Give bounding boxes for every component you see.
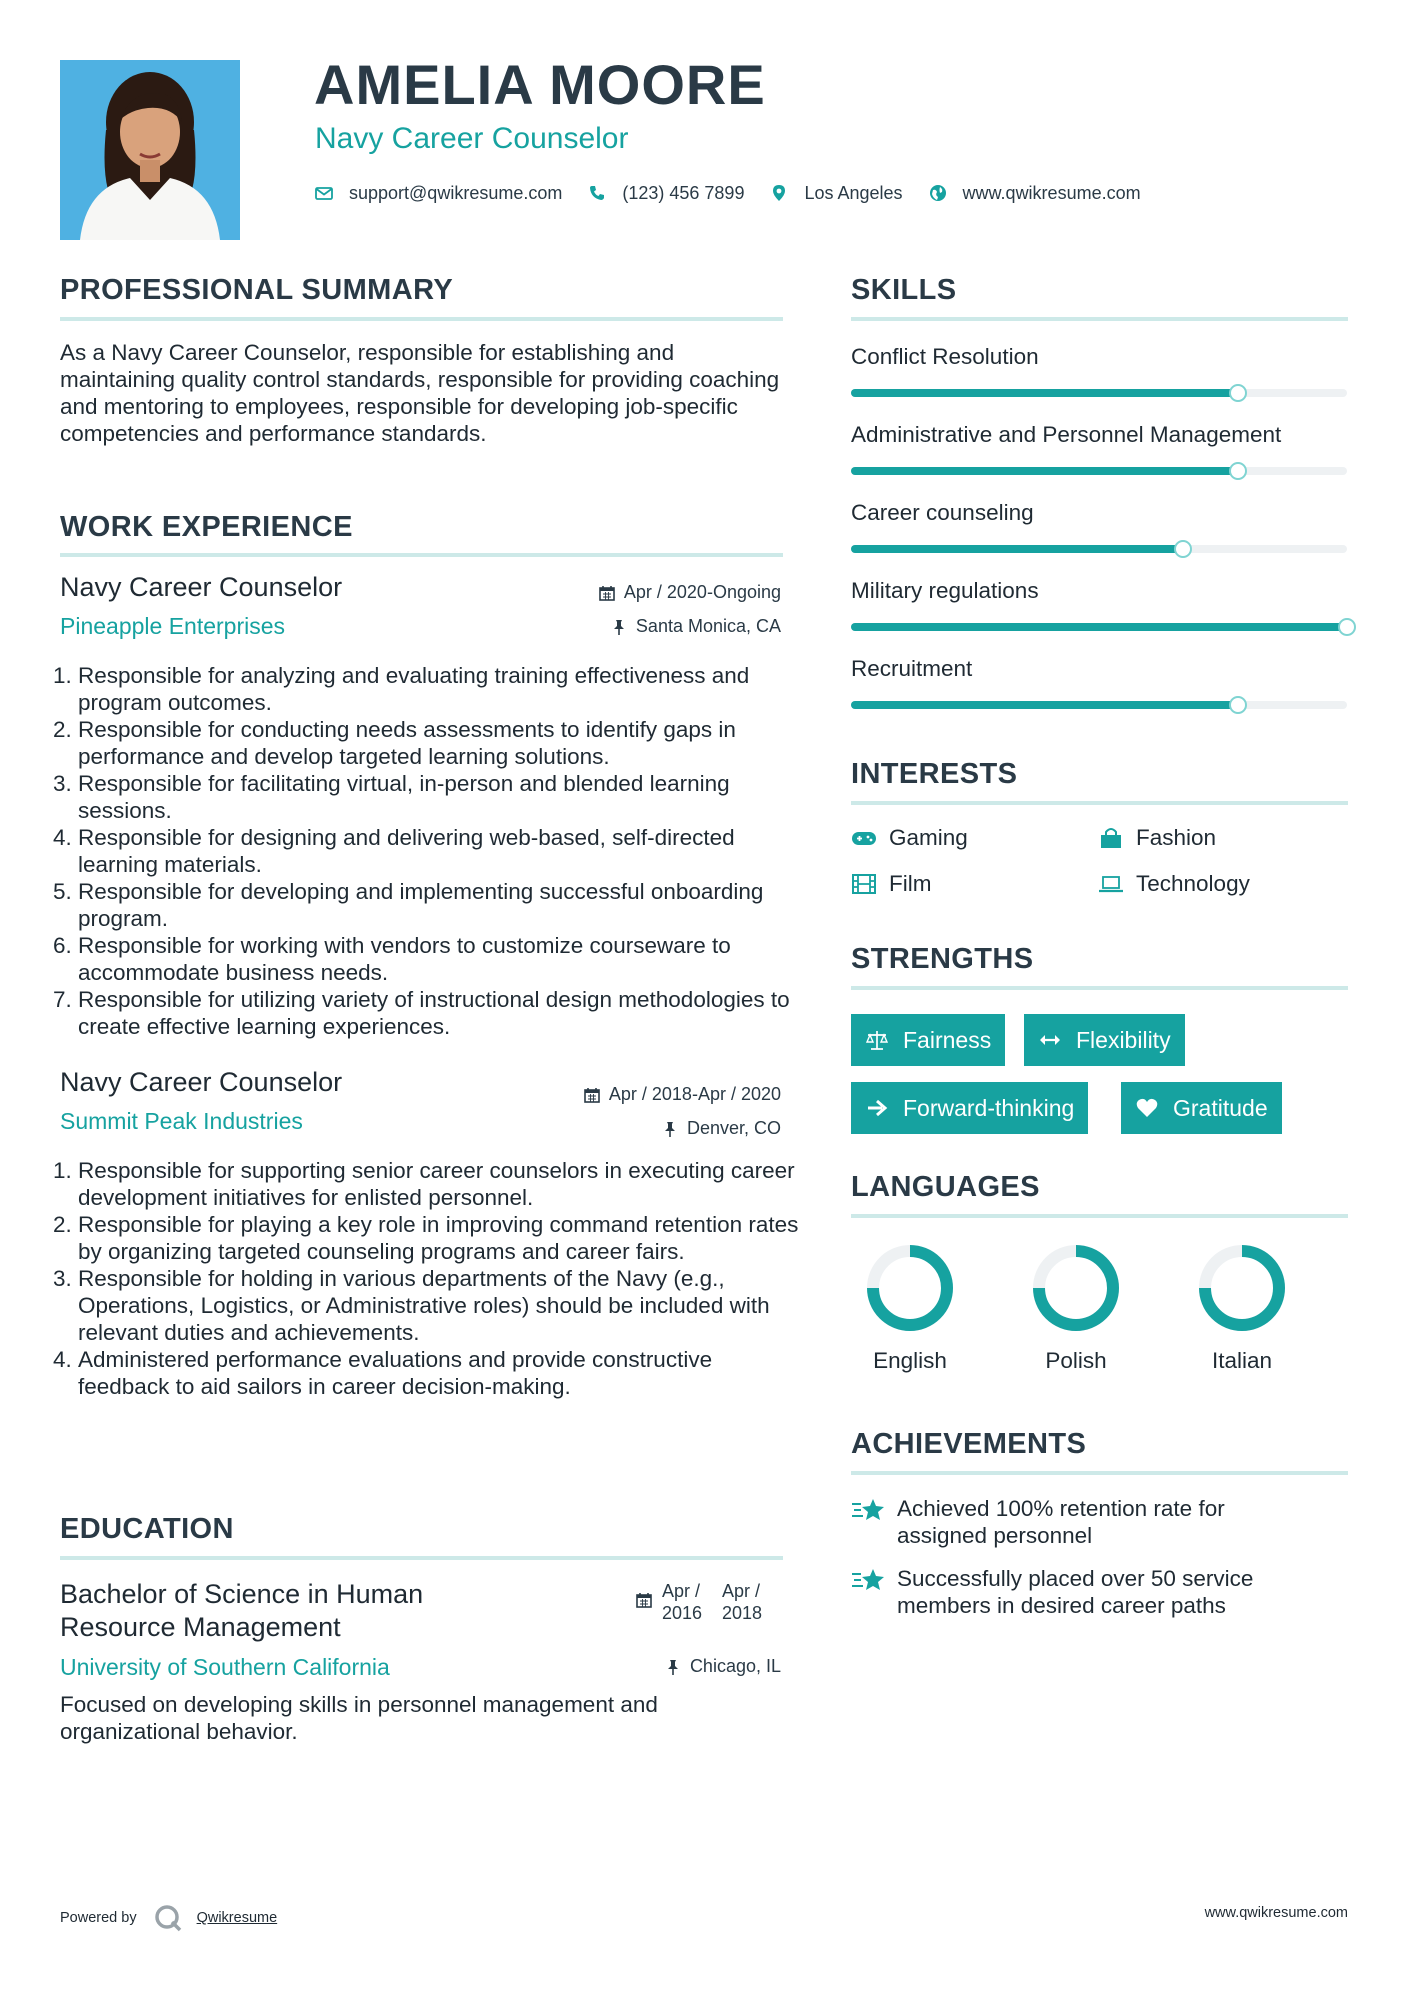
job-dates-text: Apr / 2020-Ongoing	[623, 582, 781, 602]
skill-label: Recruitment	[851, 656, 973, 681]
skills-divider	[851, 317, 1348, 321]
skill-bar-knob	[1229, 462, 1247, 480]
duty-item: 4. Responsible for designing and delivering web-based, self-directed learning materials.	[78, 824, 813, 878]
education-location	[665, 1656, 781, 1677]
language-label: Italian	[1211, 1348, 1273, 1373]
contact-website[interactable]	[929, 183, 1141, 204]
duty-item: 2. Responsible for conducting needs assessments to identify gaps in performance and develop targeted learning solutions.	[78, 716, 813, 770]
degree-line-1: Bachelor of Science in Human	[60, 1579, 424, 1609]
language-label: Polish	[1045, 1348, 1107, 1373]
strength-label: Fairness	[903, 1026, 992, 1053]
skill-bar	[851, 389, 1347, 397]
strength-badge-fairness	[851, 1014, 1005, 1066]
education-divider	[60, 1556, 783, 1560]
skill-bar-fill	[851, 545, 1183, 553]
language-item	[1021, 1242, 1131, 1374]
strength-label: Gratitude	[1173, 1094, 1268, 1121]
interests-divider	[851, 801, 1348, 805]
job-title: Navy Career Counselor	[60, 1067, 343, 1097]
map-marker-icon	[770, 184, 788, 202]
strengths-heading: STRENGTHS	[851, 943, 1034, 975]
job-location	[662, 1118, 781, 1139]
duty-item: 4. Administered performance evaluations and provide constructive feedback to aid sailors in career decision-making.	[78, 1346, 808, 1400]
strengths-divider	[851, 986, 1348, 990]
portrait-image	[60, 60, 240, 240]
school-name: University of Southern California	[60, 1654, 390, 1680]
strength-badge-gratitude	[1121, 1082, 1282, 1134]
start-year: 2016	[662, 1603, 703, 1623]
interest-item-fashion	[1098, 825, 1216, 851]
language-label: English	[873, 1348, 947, 1373]
achievement-item	[851, 1495, 1225, 1549]
education-start-date	[662, 1580, 702, 1624]
heart-icon	[1135, 1097, 1159, 1119]
skill-label: Administrative and Personnel Management	[851, 422, 1282, 447]
start-month: Apr /	[662, 1581, 701, 1601]
interest-label: Fashion	[1136, 825, 1217, 850]
interest-item-gaming	[851, 825, 968, 851]
job-location	[611, 616, 781, 637]
achievement-line: members in desired career paths	[897, 1593, 1226, 1618]
duty-item: 1. Responsible for analyzing and evaluating training effectiveness and program outcomes.	[78, 662, 813, 716]
interest-label: Technology	[1136, 871, 1250, 896]
skill-bar-fill	[851, 623, 1347, 631]
calendar-icon	[636, 1592, 652, 1608]
arrows-horizontal-icon	[1038, 1029, 1062, 1051]
shopping-bag-icon	[1098, 827, 1124, 849]
strength-label: Forward-thinking	[903, 1094, 1075, 1121]
skills-heading: SKILLS	[851, 274, 957, 306]
interests-heading: INTERESTS	[851, 758, 1018, 790]
email-text: support@qwikresume.com	[349, 182, 563, 203]
contact-location	[770, 183, 902, 204]
footer-website[interactable]: www.qwikresume.com	[1204, 1905, 1348, 1921]
calendar-icon-wrap	[636, 1592, 652, 1613]
duty-item: 3. Responsible for facilitating virtual, in-person and blended learning sessions.	[78, 770, 813, 824]
globe-icon	[929, 184, 947, 202]
contact-bar	[315, 178, 1167, 208]
job-dates	[584, 1084, 781, 1105]
job-duties-list	[60, 1157, 808, 1400]
job-dates-text: Apr / 2018-Apr / 2020	[608, 1084, 781, 1104]
achievement-line: Successfully placed over 50 service	[897, 1566, 1254, 1591]
achievement-line: Achieved 100% retention rate for	[897, 1496, 1225, 1521]
languages-divider	[851, 1214, 1348, 1218]
powered-by-text: Powered by	[60, 1910, 137, 1926]
interest-item-technology	[1098, 871, 1250, 897]
duty-item: 2. Responsible for playing a key role in improving command retention rates by organizing targeted counseling programs and career fairs.	[78, 1211, 808, 1265]
contact-phone[interactable]	[588, 183, 744, 204]
calendar-icon	[584, 1087, 600, 1103]
language-ring	[864, 1242, 956, 1334]
job-location-text: Santa Monica, CA	[635, 616, 781, 636]
experience-divider	[60, 553, 783, 557]
skill-bar-knob	[1229, 384, 1247, 402]
education-description: Focused on developing skills in personnel management and organizational behavior.	[60, 1692, 658, 1744]
pushpin-icon	[662, 1121, 678, 1137]
skill-bar	[851, 545, 1347, 553]
contact-email[interactable]	[315, 183, 562, 204]
achievements-divider	[851, 1471, 1348, 1475]
shooting-star-icon	[851, 1496, 885, 1524]
language-item	[855, 1242, 965, 1374]
language-ring	[1030, 1242, 1122, 1334]
skill-bar	[851, 701, 1347, 709]
skill-bar-knob	[1338, 618, 1356, 636]
qwikresume-logo-icon	[153, 1903, 183, 1933]
strength-label: Flexibility	[1076, 1026, 1171, 1053]
summary-divider	[60, 317, 783, 321]
job-dates	[599, 582, 781, 603]
gamepad-icon	[851, 827, 877, 849]
shooting-star-icon	[851, 1566, 885, 1594]
candidate-title: Navy Career Counselor	[315, 122, 629, 155]
envelope-icon	[315, 184, 333, 202]
skill-label: Career counseling	[851, 500, 1034, 525]
interest-label: Gaming	[889, 825, 968, 850]
phone-icon	[588, 184, 606, 202]
education-heading: EDUCATION	[60, 1513, 234, 1545]
education-location-text: Chicago, IL	[689, 1656, 781, 1676]
skill-bar	[851, 467, 1347, 475]
calendar-icon	[599, 585, 615, 601]
arrow-right-icon	[865, 1097, 889, 1119]
end-month: Apr /	[722, 1581, 761, 1601]
skill-label: Conflict Resolution	[851, 344, 1039, 369]
languages-heading: LANGUAGES	[851, 1171, 1040, 1203]
achievements-heading: ACHIEVEMENTS	[851, 1428, 1087, 1460]
strength-badge-flexibility	[1024, 1014, 1185, 1066]
duty-item: 1. Responsible for supporting senior career counselors in executing career development initiatives for enlisted personnel.	[78, 1157, 808, 1211]
experience-heading: WORK EXPERIENCE	[60, 511, 353, 543]
language-ring	[1196, 1242, 1288, 1334]
achievement-line: assigned personnel	[897, 1523, 1093, 1548]
duty-item: 3. Responsible for holding in various departments of the Navy (e.g., Operations, Logistics, or Administrative roles) should be included with relevant duties and achievements.	[78, 1265, 808, 1346]
footer-powered-by	[60, 1903, 277, 1933]
film-icon	[851, 873, 877, 895]
candidate-name: AMELIA MOORE	[314, 53, 766, 116]
language-item	[1187, 1242, 1297, 1374]
company-name: Summit Peak Industries	[60, 1108, 303, 1134]
laptop-icon	[1098, 873, 1124, 895]
skill-label: Military regulations	[851, 578, 1039, 603]
pushpin-icon	[665, 1659, 681, 1675]
degree-title	[60, 1578, 423, 1644]
interest-item-film	[851, 871, 931, 897]
skill-bar-knob	[1174, 540, 1192, 558]
summary-text: As a Navy Career Counselor, responsible for establishing and maintaining quality control standards, responsible for providing coaching and mentoring to employees, responsible for developing job-specific competencies and performance standards.	[60, 340, 780, 446]
company-name: Pineapple Enterprises	[60, 613, 286, 639]
skill-bar-knob	[1229, 696, 1247, 714]
website-text: www.qwikresume.com	[962, 182, 1141, 203]
balance-scale-icon	[865, 1029, 889, 1051]
achievement-item	[851, 1565, 1253, 1619]
phone-text: (123) 456 7899	[622, 182, 745, 203]
strength-badge-forward-thinking	[851, 1082, 1088, 1134]
duty-item: 7. Responsible for utilizing variety of instructional design methodologies to create effective learning experiences.	[78, 986, 813, 1040]
pushpin-icon	[611, 619, 627, 635]
skill-bar-fill	[851, 389, 1238, 397]
summary-heading: PROFESSIONAL SUMMARY	[60, 274, 454, 306]
duty-item: 5. Responsible for developing and implementing successful onboarding program.	[78, 878, 813, 932]
education-end-date	[722, 1580, 762, 1624]
job-location-text: Denver, CO	[686, 1118, 781, 1138]
job-duties-list	[60, 662, 813, 1040]
location-text: Los Angeles	[804, 182, 903, 203]
duty-item: 6. Responsible for working with vendors to customize courseware to accommodate business needs.	[78, 932, 813, 986]
interest-label: Film	[889, 871, 932, 896]
skill-bar-fill	[851, 467, 1238, 475]
degree-line-2: Resource Management	[60, 1612, 341, 1642]
profile-photo	[60, 60, 240, 240]
job-title: Navy Career Counselor	[60, 572, 343, 602]
skill-bar	[851, 623, 1347, 631]
qwikresume-link[interactable]: Qwikresume	[196, 1910, 278, 1926]
skill-bar-fill	[851, 701, 1238, 709]
end-year: 2018	[722, 1603, 763, 1623]
